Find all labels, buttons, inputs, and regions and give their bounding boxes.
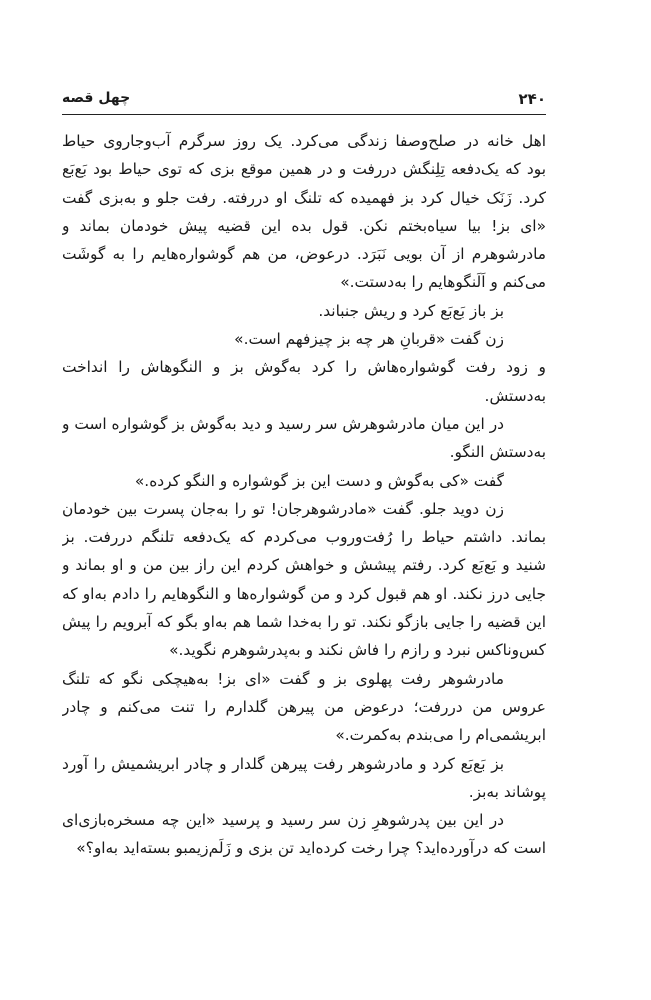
paragraph: [62, 353, 546, 410]
paragraph: [62, 410, 546, 467]
page-number: ۲۴۰: [518, 90, 546, 108]
text-line: کرد. زَنَک خیال کرد بز فهمیده که تلنگ او دررفته. رفت جلو و به‌بزی گفت: [62, 188, 546, 207]
text-line: مادرشوهر رفت پهلوی بز و گفت «ای بز! به‌هیچکی نگو که تلنگ: [62, 669, 504, 688]
paragraph: [62, 750, 546, 807]
text-line: در این میان مادرشوهرش سر رسید و دید به‌گوش بز گوشواره است و: [62, 414, 504, 433]
book-title: چهل قصه: [62, 90, 131, 106]
text-line: گفت «کی به‌گوش و دست این بز گوشواره و النگو کرده.»: [134, 471, 504, 490]
paragraph: [62, 127, 546, 297]
text-line: پوشاند به‌بز.: [468, 782, 546, 801]
text-line: زن گفت «قربانِ هر چه بز چیزفهم است.»: [234, 330, 504, 349]
running-header: [62, 88, 546, 115]
text-line: می‌کنم و اَلَنگوهایم را به‌دستت.»: [340, 273, 546, 292]
paragraph: [62, 495, 546, 665]
text-line: ابریشمی‌ام را می‌بندم به‌کمرت.»: [335, 726, 546, 745]
text-line: بماند. داشتم حیاط را رُفت‌وروب می‌کردم که یک‌دفعه تلنگم دررفت. بز: [62, 528, 546, 547]
text-line: به‌دستش.: [484, 386, 546, 405]
text-line: اهل خانه در صلح‌وصفا زندگی می‌کرد. یک روز سرگرم آب‌وجاروی حیاط: [62, 132, 546, 150]
body-text: [62, 127, 546, 863]
text-line: بود که یک‌دفعه تِلِنگش دررفت و در همین موقع بزی که توی حیاط بود بَع‌بَع: [62, 160, 546, 179]
text-line: «ای بز! بیا سیاه‌بختم نکن. قول بده این قضیه پیش خودمان بماند و: [62, 216, 546, 235]
paragraph: [62, 325, 546, 353]
text-line: مادرشوهرم از آن بویی نَبَرَد. درعوض، من هم گوشواره‌هایم را به گوشَت: [62, 245, 546, 264]
text-line: عروس من دررفت؛ درعوض من پیرهن گلدارم را تنت می‌کنم و چادر: [62, 697, 546, 716]
text-line: این قضیه را جایی بازگو نکند. تو را به‌خدا شما هم به‌او بگو که آبرویم را پیش: [62, 613, 546, 632]
paragraph: [62, 665, 546, 750]
text-line: کس‌وناکس نبرد و رازم را فاش نکند و به‌پدرشوهرم نگوید.»: [169, 641, 546, 660]
text-line: بز باز بَع‌بَع کرد و ریش جنباند.: [318, 301, 504, 320]
text-line: و زود رفت گوشواره‌هاش را کرد به‌گوش بز و النگوهاش را انداخت: [62, 358, 546, 377]
text-line: شنید و بَع‌بَع کرد. رفتم پیشش و خواهش کردم این راز بین من و او بماند و: [62, 556, 546, 575]
paragraph: [62, 806, 546, 863]
text-line: زن دوید جلو. گفت «مادرشوهرجان! تو را به‌جان پسرت بین خودمان: [62, 499, 504, 518]
text-line: است که درآورده‌اید؟ چرا رخت کرده‌اید تن بزی و زَلَم‌زیمبو بسته‌اید به‌او؟»: [76, 839, 546, 858]
paragraph: [62, 467, 546, 495]
paragraph: [62, 297, 546, 325]
text-line: به‌دستش النگو.: [449, 443, 546, 462]
text-line: جایی درز نکند. او هم قبول کرد و من گوشواره‌ها و النگوهایم را دادم به‌او که: [62, 584, 546, 603]
text-line: در این بین پدرشوهرِ زن سر رسید و پرسید «این چه مسخره‌بازی‌ای: [62, 811, 504, 830]
text-line: بز بَع‌بَع کرد و مادرشوهر رفت پیرهن گلدار و چادر ابریشمیش را آورد: [62, 754, 504, 773]
